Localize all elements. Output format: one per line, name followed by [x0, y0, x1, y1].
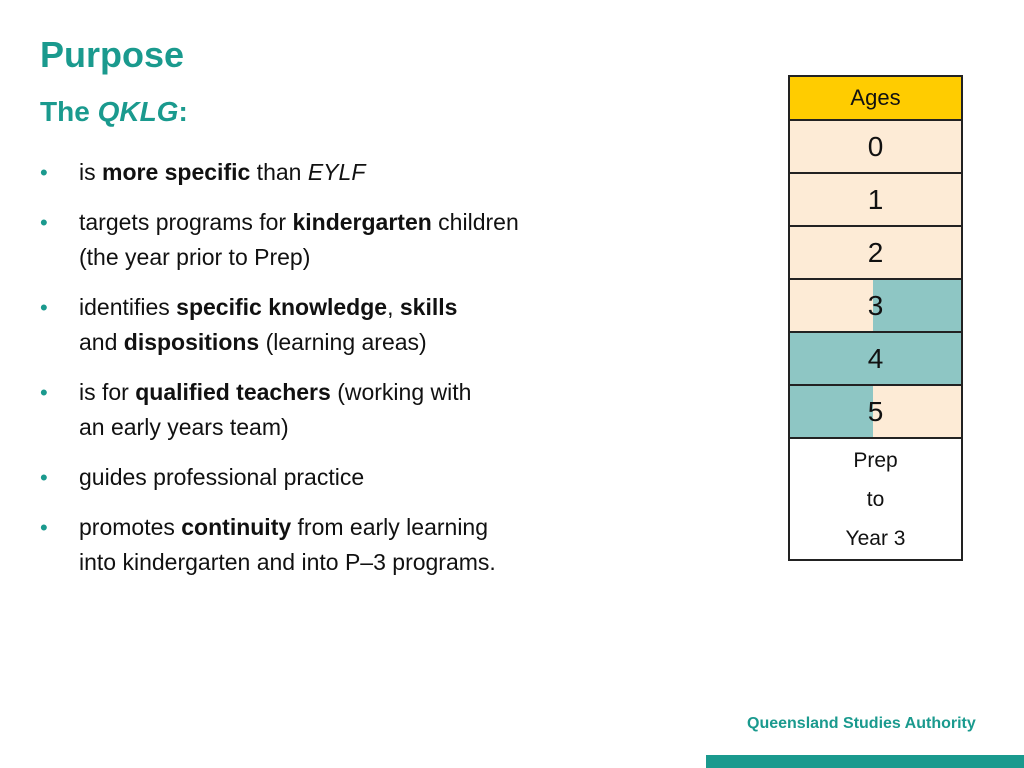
bullet-dot-icon: • [40, 210, 48, 235]
bullet-text-segment: kindergarten [292, 209, 432, 235]
prep-to-year3-row [790, 439, 961, 559]
slide-subtitle [40, 96, 188, 128]
age-label: 4 [867, 342, 884, 374]
bullet-text-segment: promotes [79, 514, 182, 540]
age-row-1 [790, 174, 961, 227]
prep-line: Prep [853, 448, 898, 472]
age-label: 2 [867, 236, 884, 268]
bullet-text-segment: more specific [102, 159, 251, 185]
bullet-text-segment: specific knowledge [176, 294, 388, 320]
bullet-text-segment: EYLF [307, 159, 366, 185]
bullet-text-segment: from early learning [291, 514, 489, 540]
bullet-text-segment: guides professional practice [79, 464, 365, 490]
bullet-text-segment: , [387, 294, 400, 320]
bullet-dot-icon: • [40, 465, 48, 490]
to-line: to [866, 487, 885, 511]
bullet-text-segment: skills [399, 294, 458, 320]
ages-header: Ages [790, 77, 961, 121]
footer-accent-bar [706, 755, 1024, 768]
bullet-text-segment: (working with [330, 379, 472, 405]
bullet-list [40, 155, 660, 595]
age-label: 3 [867, 289, 884, 321]
bullet-dot-icon: • [40, 295, 48, 320]
age-label: 0 [867, 130, 884, 162]
age-row-0 [790, 121, 961, 174]
subtitle-prefix: The [40, 96, 98, 127]
bullet-text-segment: is for [79, 379, 136, 405]
age-label: 5 [867, 395, 884, 427]
kindergarten-highlight [790, 386, 873, 437]
bullet-item [40, 290, 660, 360]
subtitle-suffix: : [178, 96, 188, 127]
bullet-dot-icon: • [40, 515, 48, 540]
bullet-item [40, 155, 660, 190]
bullet-text-segment: and [79, 329, 124, 355]
kindergarten-highlight [873, 280, 961, 331]
year3-line: Year 3 [845, 526, 906, 550]
ages-table [788, 75, 963, 561]
age-label: 1 [867, 183, 884, 215]
age-row-2 [790, 227, 961, 280]
subtitle-emphasis: QKLG [97, 96, 179, 127]
bullet-text-segment: dispositions [123, 329, 260, 355]
slide-title: Purpose [40, 34, 185, 75]
bullet-text-segment: continuity [181, 514, 292, 540]
bullet-item [40, 460, 660, 495]
bullet-text-segment: than [250, 159, 308, 185]
bullet-text-segment: (learning areas) [259, 329, 427, 355]
bullet-text-segment: targets programs for [79, 209, 293, 235]
bullet-text-segment: an early years team) [79, 414, 289, 440]
bullet-text-segment: children [431, 209, 519, 235]
bullet-text-segment: (the year prior to Prep) [79, 244, 311, 270]
bullet-item [40, 375, 660, 445]
bullet-dot-icon: • [40, 380, 48, 405]
bullet-item [40, 205, 660, 275]
bullet-text-segment: into kindergarten and into P–3 programs. [79, 549, 496, 575]
brand-logo-text: Queensland Studies Authority [747, 715, 976, 732]
bullet-item [40, 510, 660, 580]
bullet-text-segment: is [79, 159, 102, 185]
bullet-text-segment: identifies [79, 294, 177, 320]
bullet-dot-icon: • [40, 160, 48, 185]
age-row-5 [790, 386, 961, 439]
bullet-text-segment: qualified teachers [135, 379, 331, 405]
age-row-3 [790, 280, 961, 333]
age-row-4 [790, 333, 961, 386]
